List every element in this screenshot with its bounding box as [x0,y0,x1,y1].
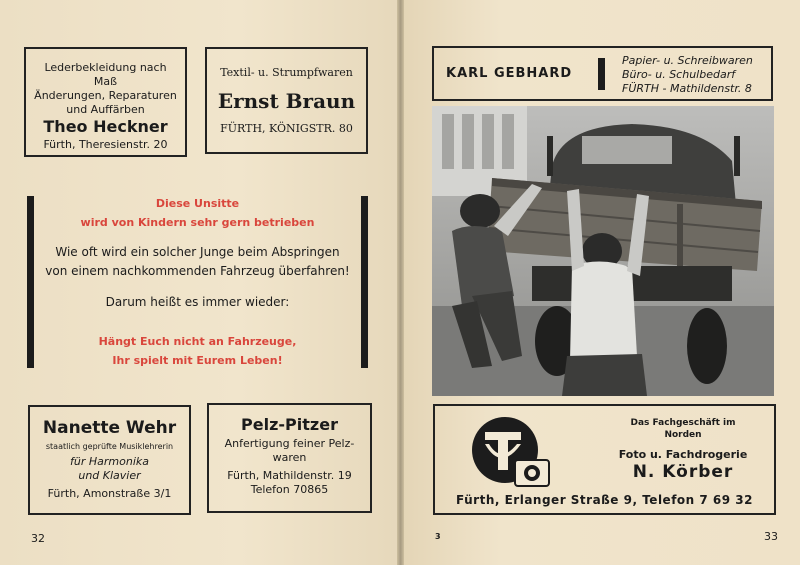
ad-ernst-braun [205,47,368,154]
ad-phone: Telefon 70865 [250,483,329,496]
ad-pelz-pitzer [207,403,372,513]
warning-text: von einem nachkommenden Fahrzeug überfahren! [45,264,350,278]
ad-text: und Auffärben [66,103,145,116]
warning-bar-left [27,196,34,368]
ad-n-koerber [433,404,776,515]
ad-text: Anfertigung feiner Pelz- [224,437,355,450]
ad-text: Foto u. Fachdrogerie [618,448,748,461]
ad-address: Fürth, Amonstraße 3/1 [47,487,172,500]
ad-text: für Harmonika [70,455,149,468]
ad-text: Norden [664,430,702,440]
ad-address: FÜRTH - Mathildenstr. 8 [622,82,752,95]
ad-name: Ernst Braun [217,89,356,113]
ad-name: Theo Heckner [43,117,168,136]
ad-text: waren [272,451,307,464]
ad-address: Fürth, Theresienstr. 20 [43,138,168,151]
ad-text: Änderungen, Reparaturen [34,89,177,102]
warning-subheading: wird von Kindern sehr gern betrieben [80,216,315,229]
page-number-left: 32 [31,532,45,545]
ad-name: Nanette Wehr [42,418,177,438]
warning-text: Wie oft wird ein solcher Junge beim Abspringen [55,245,340,259]
warning-text: Darum heißt es immer wieder: [105,295,290,309]
boys-hanging-on-truck-photo [432,106,774,396]
print-mark: 3 [435,532,441,541]
ad-nanette-wehr [28,405,191,515]
page-number-right: 33 [764,530,778,543]
ad-name: Pelz-Pitzer [241,415,338,434]
ad-text: Maß [93,75,118,88]
ad-address: FÜRTH, KÖNIGSTR. 80 [220,122,353,135]
ad-text: Büro- u. Schulbedarf [622,68,736,81]
ad-name: KARL GEBHARD [446,66,573,81]
ad-text: staatlich geprüfte Musiklehrerin [45,442,174,451]
ad-text: Papier- u. Schreibwaren [622,54,753,67]
divider [598,58,605,90]
ad-address: Fürth, Mathildenstr. 19 [227,469,352,482]
warning-slogan: Hängt Euch nicht an Fahrzeuge, [98,335,297,348]
ad-text: Lederbekleidung nach [44,61,167,74]
warning-bar-right [361,196,368,368]
ad-text: und Klavier [78,469,141,482]
warning-heading: Diese Unsitte [155,197,240,210]
ad-theo-heckner [24,47,187,157]
photo-shop-logo-icon [471,414,551,494]
warning-slogan: Ihr spielt mit Eurem Leben! [112,354,283,367]
ad-text: Das Fachgeschäft im [630,418,736,428]
book-spine [397,0,404,565]
ad-karl-gebhard [432,46,773,101]
ad-address: Fürth, Erlanger Straße 9, Telefon 7 69 32 [456,493,753,507]
ad-text: Textil- u. Strumpfwaren [220,66,353,79]
ad-name: N. Körber [632,462,734,482]
